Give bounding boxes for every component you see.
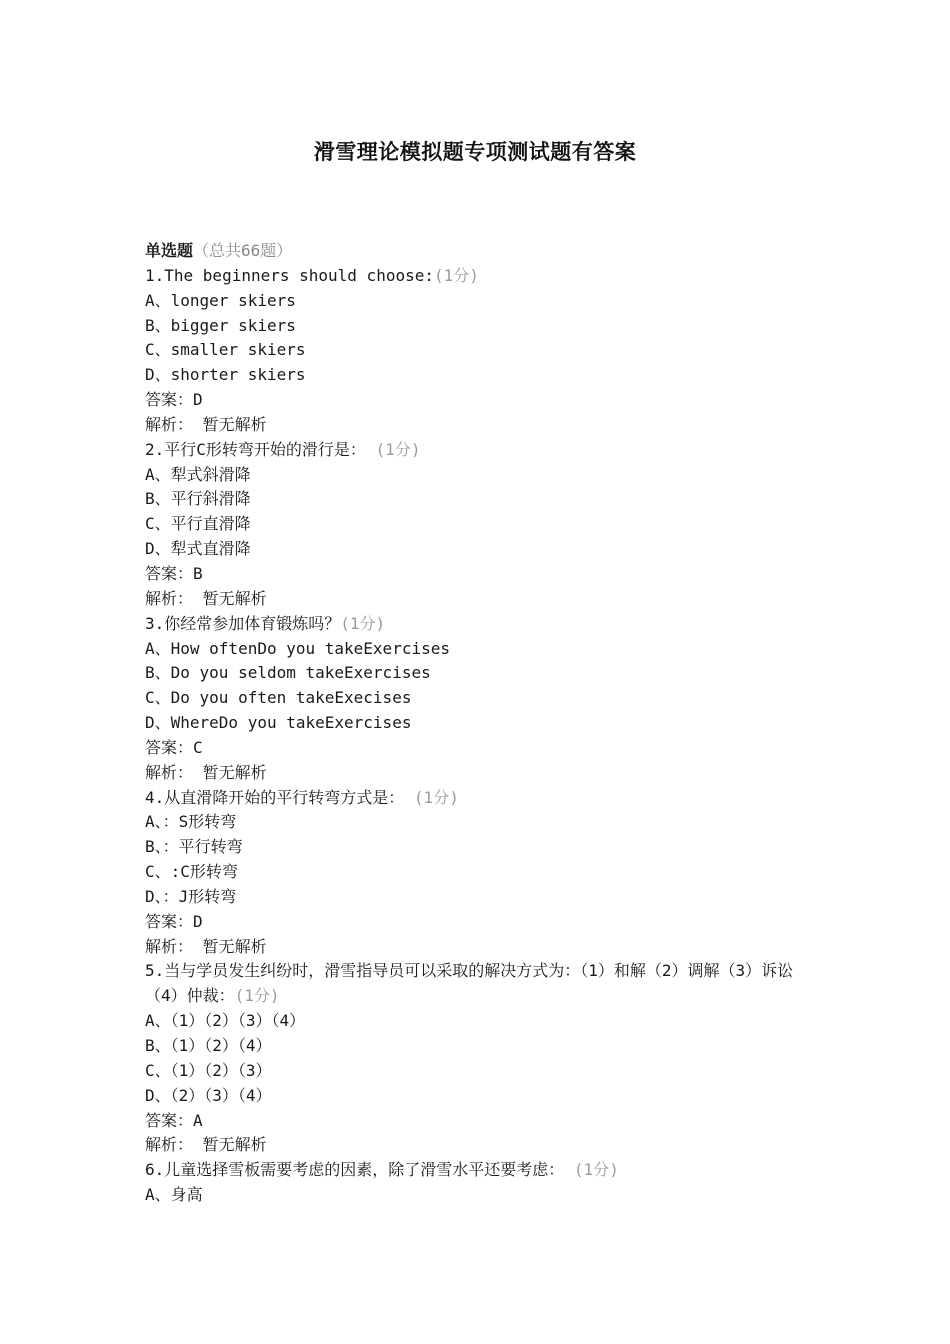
option-a: A、How oftenDo you takeExercises (145, 638, 450, 658)
option-c: C、smaller skiers (145, 340, 306, 360)
document-title: 滑雪理论模拟题专项测试题有答案 (313, 139, 637, 164)
analysis-prefix: 解析： (145, 414, 194, 434)
answer-prefix: 答案： (145, 1110, 194, 1130)
analysis-line (145, 587, 825, 612)
analysis-prefix: 解析： (145, 588, 194, 608)
option-a: A、身高 (145, 1185, 203, 1205)
analysis-prefix: 解析： (145, 762, 194, 782)
answer-prefix: 答案： (145, 390, 194, 410)
answer-prefix: 答案： (145, 737, 194, 757)
answer-line (145, 562, 825, 587)
analysis-prefix: 解析： (145, 936, 194, 956)
analysis-line (145, 1133, 825, 1158)
question-text: 3.你经常参加体育锻炼吗？ (145, 613, 341, 633)
question-list (145, 239, 825, 1208)
answer-value: D (193, 911, 203, 931)
option-b: B、（1）（2）（4） (145, 1036, 272, 1055)
question-text: 1.The beginners should choose: (145, 265, 434, 285)
question-score: (1分) (375, 439, 421, 459)
analysis-value: 暂无解析 (202, 1135, 267, 1155)
option-c: C、:C形转弯 (145, 862, 238, 882)
option-d: D、WhereDo you takeExercises (145, 713, 412, 733)
option-a: A、（1）（2）（3）（4） (145, 1011, 306, 1031)
question-score: (1分) (573, 1160, 619, 1180)
question-stem (145, 264, 825, 289)
question-stem (145, 1158, 825, 1183)
question-2 (145, 438, 825, 612)
answer-line (145, 1109, 825, 1134)
question-score: (1分) (234, 986, 280, 1006)
option-d: D、犁式直滑降 (145, 539, 251, 559)
option-a: A、longer skiers (145, 290, 296, 310)
analysis-value: 暂无解析 (202, 936, 267, 956)
question-stem (145, 612, 825, 637)
option-d: D、：J形转弯 (145, 886, 237, 906)
question-text: 2.平行C形转弯开始的滑行是： (145, 439, 366, 459)
question-text: 5.当与学员发生纠纷时，滑雪指导员可以采取的解决方式为：（1）和解（2）调解（3）诉讼（4）仲裁： (145, 961, 794, 1006)
question-6 (145, 1158, 825, 1208)
question-text: 6.儿童选择雪板需要考虑的因素，除了滑雪水平还要考虑： (145, 1160, 565, 1180)
question-1 (145, 264, 825, 438)
question-score: (1分) (413, 787, 459, 807)
option-c: C、（1）（2）（3） (145, 1060, 272, 1080)
question-score: (1分) (433, 265, 479, 285)
analysis-value: 暂无解析 (202, 762, 267, 782)
question-stem (145, 959, 805, 1009)
analysis-value: 暂无解析 (202, 414, 267, 434)
option-b: B、bigger skiers (145, 315, 296, 335)
option-c: C、平行直滑降 (145, 514, 251, 534)
answer-line (145, 736, 825, 761)
question-text: 4.从直滑降开始的平行转弯方式是： (145, 787, 405, 807)
section-label: 单选题 (145, 241, 194, 260)
answer-line (145, 388, 825, 413)
option-a: A、：S形转弯 (145, 812, 237, 832)
option-b: B、Do you seldom takeExercises (145, 663, 431, 683)
question-stem (145, 786, 825, 811)
option-b: B、：平行转弯 (145, 837, 243, 857)
analysis-line (145, 413, 825, 438)
section-count: （总共66题） (193, 241, 293, 260)
option-a: A、犁式斜滑降 (145, 464, 251, 484)
answer-value: D (193, 390, 203, 410)
option-b: B、平行斜滑降 (145, 489, 251, 509)
question-stem (145, 438, 825, 463)
answer-value: B (193, 563, 203, 583)
answer-prefix: 答案： (145, 563, 194, 583)
option-d: D、shorter skiers (145, 365, 306, 385)
answer-prefix: 答案： (145, 911, 194, 931)
analysis-line (145, 935, 825, 960)
answer-value: A (193, 1110, 203, 1130)
answer-value: C (193, 737, 203, 757)
question-4 (145, 786, 825, 960)
question-5 (145, 959, 825, 1158)
option-c: C、Do you often takeExecises (145, 688, 412, 708)
question-3 (145, 612, 825, 786)
analysis-line (145, 761, 825, 786)
section-heading (145, 239, 825, 264)
analysis-value: 暂无解析 (202, 588, 267, 608)
option-d: D、（2）（3）（4） (145, 1085, 272, 1105)
answer-line (145, 910, 825, 935)
analysis-prefix: 解析： (145, 1135, 194, 1155)
question-score: (1分) (340, 613, 386, 633)
